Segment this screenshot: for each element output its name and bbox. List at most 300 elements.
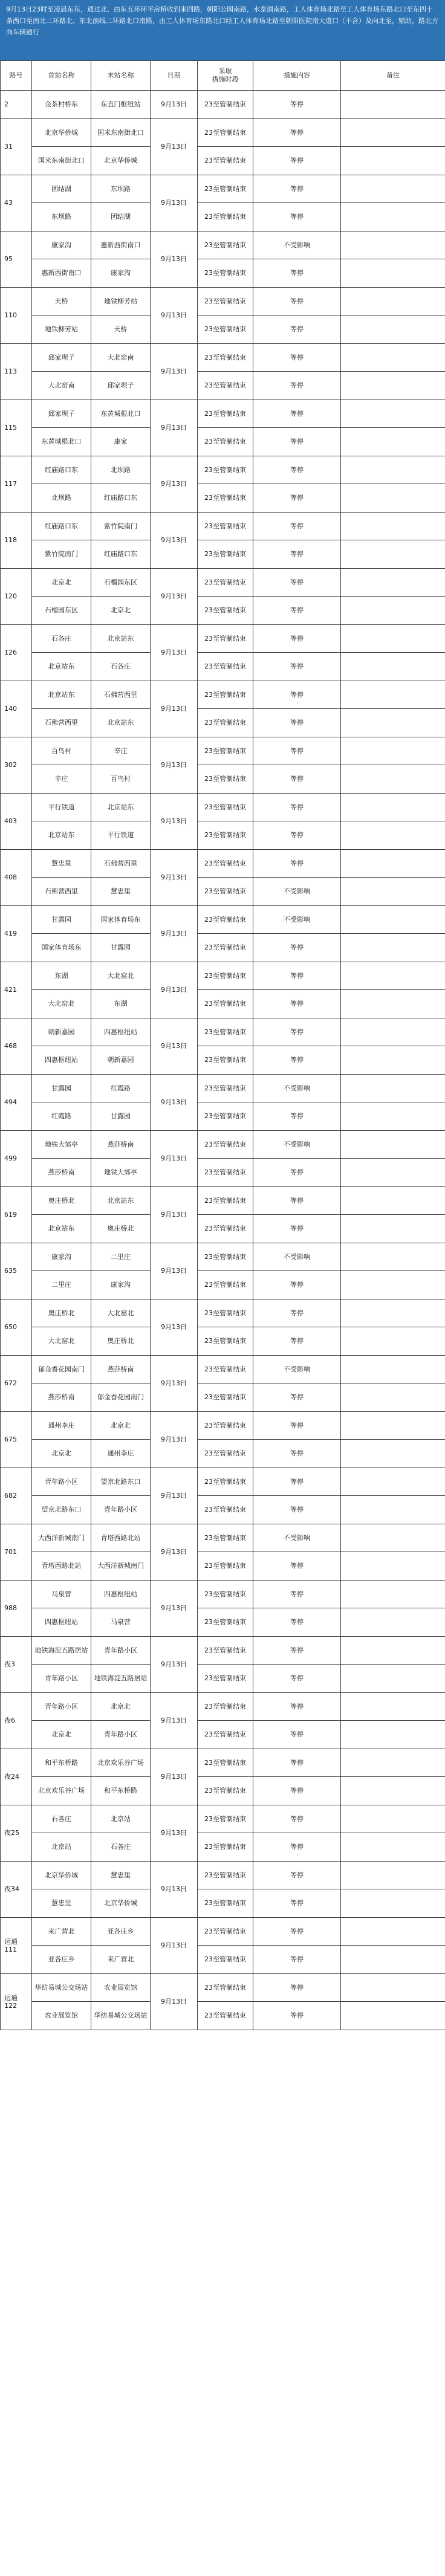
route-number-cell: 619 bbox=[1, 1186, 32, 1243]
table-row bbox=[1, 905, 445, 934]
period-cell: 23至管制结束 bbox=[198, 962, 253, 990]
route-number-cell: 302 bbox=[1, 737, 32, 793]
route-number-cell: 43 bbox=[1, 175, 32, 231]
first-stop-cell: 奥庄桥北 bbox=[32, 1299, 91, 1327]
first-stop-cell: 奥庄桥北 bbox=[32, 1186, 91, 1215]
route-number-cell: 635 bbox=[1, 1243, 32, 1299]
date-cell: 9月13日 bbox=[151, 1805, 198, 1861]
period-cell: 23至管制结束 bbox=[198, 203, 253, 231]
remark-cell bbox=[341, 456, 445, 484]
first-stop-cell: 红庙路口东 bbox=[32, 456, 91, 484]
measure-cell: 等停 bbox=[253, 1411, 341, 1440]
period-cell: 23至管制结束 bbox=[198, 737, 253, 765]
period-cell: 23至管制结束 bbox=[198, 1861, 253, 1889]
remark-cell bbox=[341, 1496, 445, 1524]
measure-cell: 等停 bbox=[253, 175, 341, 203]
route-number-cell: 120 bbox=[1, 568, 32, 624]
measure-cell: 不受影响 bbox=[253, 1355, 341, 1383]
measure-cell: 等停 bbox=[253, 1046, 341, 1075]
measure-cell: 等停 bbox=[253, 624, 341, 653]
first-stop-cell: 北京北 bbox=[32, 1721, 91, 1749]
last-stop-cell: 石各庄 bbox=[91, 1833, 151, 1862]
table-row bbox=[1, 793, 445, 821]
route-number-cell: 499 bbox=[1, 1130, 32, 1186]
period-cell: 23至管制结束 bbox=[198, 1946, 253, 1974]
header-route-no: 路号 bbox=[1, 61, 32, 91]
period-cell: 23至管制结束 bbox=[198, 343, 253, 372]
measure-cell: 等停 bbox=[253, 1608, 341, 1637]
table-row bbox=[1, 456, 445, 484]
first-stop-cell: 石佛营西里 bbox=[32, 709, 91, 737]
first-stop-cell: 石各庄 bbox=[32, 1805, 91, 1833]
header-last-stop: 末站名称 bbox=[91, 61, 151, 91]
route-number-cell: 682 bbox=[1, 1468, 32, 1524]
measure-cell: 不受影响 bbox=[253, 905, 341, 934]
last-stop-cell: 康家 bbox=[91, 428, 151, 456]
table-row bbox=[1, 821, 445, 850]
remark-cell bbox=[341, 118, 445, 147]
period-cell: 23至管制结束 bbox=[198, 681, 253, 709]
remark-cell bbox=[341, 1608, 445, 1637]
remark-cell bbox=[341, 428, 445, 456]
remark-cell bbox=[341, 175, 445, 203]
period-cell: 23至管制结束 bbox=[198, 1159, 253, 1187]
route-number-cell: 494 bbox=[1, 1074, 32, 1130]
first-stop-cell: 百鸟村 bbox=[32, 737, 91, 765]
last-stop-cell: 平行铁道 bbox=[91, 821, 151, 850]
first-stop-cell: 地铁海淀五路居站 bbox=[32, 1636, 91, 1665]
measure-cell: 不受影响 bbox=[253, 1130, 341, 1159]
first-stop-cell: 地铁大郊亭 bbox=[32, 1130, 91, 1159]
last-stop-cell: 辛庄 bbox=[91, 737, 151, 765]
remark-cell bbox=[341, 484, 445, 513]
first-stop-cell: 北京站东 bbox=[32, 821, 91, 850]
table-row bbox=[1, 568, 445, 597]
first-stop-cell: 北京华侨城 bbox=[32, 118, 91, 147]
measure-cell: 不受影响 bbox=[253, 1243, 341, 1271]
date-cell: 9月13日 bbox=[151, 1861, 198, 1917]
last-stop-cell: 马泉营 bbox=[91, 1608, 151, 1637]
last-stop-cell: 北京站东 bbox=[91, 1186, 151, 1215]
table-row bbox=[1, 1636, 445, 1665]
period-cell: 23至管制结束 bbox=[198, 765, 253, 794]
period-cell: 23至管制结束 bbox=[198, 512, 253, 540]
measure-cell: 等停 bbox=[253, 1271, 341, 1299]
remark-cell bbox=[341, 203, 445, 231]
last-stop-cell: 青年路小区 bbox=[91, 1496, 151, 1524]
first-stop-cell: 红霞路 bbox=[32, 1102, 91, 1131]
measure-cell: 等停 bbox=[253, 568, 341, 597]
table-row bbox=[1, 1496, 445, 1524]
period-cell: 23至管制结束 bbox=[198, 456, 253, 484]
table-row bbox=[1, 1973, 445, 2002]
period-cell: 23至管制结束 bbox=[198, 1215, 253, 1243]
remark-cell bbox=[341, 1833, 445, 1862]
measure-cell: 等停 bbox=[253, 1552, 341, 1581]
first-stop-cell: 团结湖 bbox=[32, 175, 91, 203]
period-cell: 23至管制结束 bbox=[198, 1636, 253, 1665]
last-stop-cell: 北京站东 bbox=[91, 709, 151, 737]
table-body bbox=[1, 91, 445, 2030]
date-cell: 9月13日 bbox=[151, 1580, 198, 1636]
measure-cell: 等停 bbox=[253, 512, 341, 540]
last-stop-cell: 大北窑南 bbox=[91, 343, 151, 372]
remark-cell bbox=[341, 1074, 445, 1102]
period-cell: 23至管制结束 bbox=[198, 540, 253, 569]
measure-cell: 等停 bbox=[253, 1721, 341, 1749]
last-stop-cell: 燕莎桥南 bbox=[91, 1130, 151, 1159]
date-cell: 9月13日 bbox=[151, 849, 198, 905]
remark-cell bbox=[341, 1468, 445, 1496]
header-row bbox=[1, 61, 445, 91]
table-row bbox=[1, 259, 445, 288]
last-stop-cell: 国家体育场东 bbox=[91, 905, 151, 934]
period-cell: 23至管制结束 bbox=[198, 1411, 253, 1440]
table-row bbox=[1, 1440, 445, 1468]
route-number-cell: 夜34 bbox=[1, 1861, 32, 1917]
first-stop-cell: 北京站东 bbox=[32, 681, 91, 709]
period-cell: 23至管制结束 bbox=[198, 1018, 253, 1046]
remark-cell bbox=[341, 231, 445, 259]
route-number-cell: 31 bbox=[1, 118, 32, 175]
table-row bbox=[1, 681, 445, 709]
first-stop-cell: 邱家坝子 bbox=[32, 400, 91, 428]
remark-cell bbox=[341, 1749, 445, 1777]
date-cell: 9月13日 bbox=[151, 737, 198, 793]
last-stop-cell: 大西洋新城南门 bbox=[91, 1552, 151, 1581]
remark-cell bbox=[341, 765, 445, 794]
date-cell: 9月13日 bbox=[151, 681, 198, 737]
route-number-cell: 650 bbox=[1, 1299, 32, 1355]
last-stop-cell: 红庙路口东 bbox=[91, 484, 151, 513]
table-row bbox=[1, 1468, 445, 1496]
first-stop-cell: 地铁柳芳站 bbox=[32, 316, 91, 344]
remark-cell bbox=[341, 1889, 445, 1918]
measure-cell: 等停 bbox=[253, 1580, 341, 1608]
first-stop-cell: 石榴园东区 bbox=[32, 597, 91, 625]
measure-cell: 不受影响 bbox=[253, 231, 341, 259]
first-stop-cell: 燕莎桥南 bbox=[32, 1383, 91, 1412]
first-stop-cell: 青塔西路北站 bbox=[32, 1552, 91, 1581]
remark-cell bbox=[341, 737, 445, 765]
table-row bbox=[1, 118, 445, 147]
remark-cell bbox=[341, 849, 445, 878]
table-row bbox=[1, 1580, 445, 1608]
last-stop-cell: 和平东桥路 bbox=[91, 1777, 151, 1805]
route-number-cell: 468 bbox=[1, 1018, 32, 1074]
date-cell: 9月13日 bbox=[151, 1692, 198, 1749]
period-cell: 23至管制结束 bbox=[198, 372, 253, 400]
period-cell: 23至管制结束 bbox=[198, 1833, 253, 1862]
period-cell: 23至管制结束 bbox=[198, 147, 253, 175]
table-row bbox=[1, 1327, 445, 1356]
last-stop-cell: 朝新嘉园 bbox=[91, 1046, 151, 1075]
route-number-cell: 403 bbox=[1, 793, 32, 849]
route-number-cell: 126 bbox=[1, 624, 32, 681]
date-cell: 9月13日 bbox=[151, 962, 198, 1018]
first-stop-cell: 国米东南街北口 bbox=[32, 147, 91, 175]
first-stop-cell: 通州李庄 bbox=[32, 1411, 91, 1440]
last-stop-cell: 东坝路 bbox=[91, 175, 151, 203]
table-row bbox=[1, 1749, 445, 1777]
last-stop-cell: 北京北 bbox=[91, 1411, 151, 1440]
table-row bbox=[1, 1861, 445, 1889]
header-measure: 措施内容 bbox=[253, 61, 341, 91]
table-row bbox=[1, 1018, 445, 1046]
period-cell: 23至管制结束 bbox=[198, 287, 253, 316]
table-row bbox=[1, 231, 445, 259]
remark-cell bbox=[341, 1046, 445, 1075]
header-date: 日期 bbox=[151, 61, 198, 91]
measure-cell: 等停 bbox=[253, 1440, 341, 1468]
period-cell: 23至管制结束 bbox=[198, 2002, 253, 2030]
date-cell: 9月13日 bbox=[151, 568, 198, 624]
period-cell: 23至管制结束 bbox=[198, 428, 253, 456]
first-stop-cell: 大北窑北 bbox=[32, 990, 91, 1018]
remark-cell bbox=[341, 1636, 445, 1665]
table-row bbox=[1, 1665, 445, 1693]
measure-cell: 等停 bbox=[253, 681, 341, 709]
route-number-cell: 672 bbox=[1, 1355, 32, 1411]
measure-cell: 等停 bbox=[253, 1833, 341, 1862]
remark-cell bbox=[341, 990, 445, 1018]
first-stop-cell: 甘露园 bbox=[32, 905, 91, 934]
first-stop-cell: 东坝路 bbox=[32, 203, 91, 231]
period-cell: 23至管制结束 bbox=[198, 1777, 253, 1805]
measure-cell: 等停 bbox=[253, 962, 341, 990]
remark-cell bbox=[341, 147, 445, 175]
table-row bbox=[1, 1411, 445, 1440]
date-cell: 9月13日 bbox=[151, 905, 198, 962]
last-stop-cell: 石榴园东区 bbox=[91, 568, 151, 597]
route-number-cell: 夜25 bbox=[1, 1805, 32, 1861]
table-row bbox=[1, 1271, 445, 1299]
first-stop-cell: 邱家坝子 bbox=[32, 343, 91, 372]
remark-cell bbox=[341, 1917, 445, 1946]
period-cell: 23至管制结束 bbox=[198, 118, 253, 147]
measure-cell: 等停 bbox=[253, 709, 341, 737]
measure-cell: 等停 bbox=[253, 287, 341, 316]
last-stop-cell: 青年路小区 bbox=[91, 1721, 151, 1749]
measure-cell: 等停 bbox=[253, 597, 341, 625]
last-stop-cell: 亚各庄乡 bbox=[91, 1917, 151, 1946]
table-row bbox=[1, 175, 445, 203]
header-first-stop: 首站名称 bbox=[32, 61, 91, 91]
period-cell: 23至管制结束 bbox=[198, 624, 253, 653]
last-stop-cell: 石佛营西里 bbox=[91, 681, 151, 709]
date-cell: 9月13日 bbox=[151, 1917, 198, 1973]
table-row bbox=[1, 1917, 445, 1946]
measure-cell: 等停 bbox=[253, 400, 341, 428]
remark-cell bbox=[341, 793, 445, 821]
first-stop-cell: 四惠枢纽站 bbox=[32, 1608, 91, 1637]
measure-cell: 等停 bbox=[253, 456, 341, 484]
table-row bbox=[1, 287, 445, 316]
remark-cell bbox=[341, 934, 445, 962]
first-stop-cell: 石佛营西里 bbox=[32, 878, 91, 906]
period-cell: 23至管制结束 bbox=[198, 1102, 253, 1131]
remark-cell bbox=[341, 1721, 445, 1749]
first-stop-cell: 马泉营 bbox=[32, 1580, 91, 1608]
table-row bbox=[1, 1946, 445, 1974]
remark-cell bbox=[341, 1299, 445, 1327]
date-cell: 9月13日 bbox=[151, 91, 198, 119]
first-stop-cell: 惠新西街南口 bbox=[32, 259, 91, 288]
period-cell: 23至管制结束 bbox=[198, 259, 253, 288]
measure-cell: 等停 bbox=[253, 1805, 341, 1833]
table-row bbox=[1, 1889, 445, 1918]
measure-cell: 等停 bbox=[253, 428, 341, 456]
table-header bbox=[1, 61, 445, 91]
table-row bbox=[1, 540, 445, 569]
date-cell: 9月13日 bbox=[151, 456, 198, 512]
first-stop-cell: 朝新嘉园 bbox=[32, 1018, 91, 1046]
period-cell: 23至管制结束 bbox=[198, 1299, 253, 1327]
remark-cell bbox=[341, 540, 445, 569]
table-row bbox=[1, 147, 445, 175]
table-row bbox=[1, 343, 445, 372]
table-row bbox=[1, 1805, 445, 1833]
measure-cell: 不受影响 bbox=[253, 1074, 341, 1102]
last-stop-cell: 四惠枢纽站 bbox=[91, 1018, 151, 1046]
last-stop-cell: 慧忠里 bbox=[91, 1861, 151, 1889]
last-stop-cell: 四惠枢纽站 bbox=[91, 1580, 151, 1608]
measure-cell: 等停 bbox=[253, 765, 341, 794]
first-stop-cell: 青年路小区 bbox=[32, 1692, 91, 1721]
measure-cell: 等停 bbox=[253, 737, 341, 765]
first-stop-cell: 辛庄 bbox=[32, 765, 91, 794]
table-row bbox=[1, 1074, 445, 1102]
remark-cell bbox=[341, 1524, 445, 1552]
last-stop-cell: 北京站东 bbox=[91, 793, 151, 821]
measure-cell: 等停 bbox=[253, 540, 341, 569]
measure-cell: 等停 bbox=[253, 1777, 341, 1805]
last-stop-cell: 甘露园 bbox=[91, 934, 151, 962]
last-stop-cell: 北京站东 bbox=[91, 624, 151, 653]
measure-cell: 等停 bbox=[253, 1383, 341, 1412]
measure-cell: 等停 bbox=[253, 1215, 341, 1243]
route-number-cell: 140 bbox=[1, 681, 32, 737]
table-row bbox=[1, 765, 445, 794]
first-stop-cell: 大北窑北 bbox=[32, 1327, 91, 1356]
table-row bbox=[1, 2002, 445, 2030]
period-cell: 23至管制结束 bbox=[198, 1468, 253, 1496]
period-cell: 23至管制结束 bbox=[198, 793, 253, 821]
remark-cell bbox=[341, 1215, 445, 1243]
table-row bbox=[1, 1524, 445, 1552]
remark-cell bbox=[341, 400, 445, 428]
route-number-cell: 夜3 bbox=[1, 1636, 32, 1692]
period-cell: 23至管制结束 bbox=[198, 1721, 253, 1749]
period-cell: 23至管制结束 bbox=[198, 1046, 253, 1075]
first-stop-cell: 大北窑南 bbox=[32, 372, 91, 400]
first-stop-cell: 四惠枢纽站 bbox=[32, 1046, 91, 1075]
date-cell: 9月13日 bbox=[151, 1973, 198, 2030]
remark-cell bbox=[341, 1805, 445, 1833]
period-cell: 23至管制结束 bbox=[198, 231, 253, 259]
table-row bbox=[1, 203, 445, 231]
route-number-cell: 408 bbox=[1, 849, 32, 905]
date-cell: 9月13日 bbox=[151, 793, 198, 849]
period-cell: 23至管制结束 bbox=[198, 1355, 253, 1383]
period-cell: 23至管制结束 bbox=[198, 934, 253, 962]
date-cell: 9月13日 bbox=[151, 175, 198, 231]
table-row bbox=[1, 1215, 445, 1243]
remark-cell bbox=[341, 962, 445, 990]
last-stop-cell: 北坝路 bbox=[91, 456, 151, 484]
date-cell: 9月13日 bbox=[151, 624, 198, 681]
route-number-cell: 运通111 bbox=[1, 1917, 32, 1973]
period-cell: 23至管制结束 bbox=[198, 1608, 253, 1637]
route-number-cell: 675 bbox=[1, 1411, 32, 1468]
remark-cell bbox=[341, 1327, 445, 1356]
first-stop-cell: 亚各庄乡 bbox=[32, 1946, 91, 1974]
last-stop-cell: 华纺易城公交场站 bbox=[91, 2002, 151, 2030]
route-number-cell: 115 bbox=[1, 400, 32, 456]
first-stop-cell: 国家体育场东 bbox=[32, 934, 91, 962]
last-stop-cell: 奥庄桥北 bbox=[91, 1327, 151, 1356]
table-row bbox=[1, 962, 445, 990]
remark-cell bbox=[341, 709, 445, 737]
measure-cell: 等停 bbox=[253, 1917, 341, 1946]
measure-cell: 等停 bbox=[253, 849, 341, 878]
last-stop-cell: 天桥 bbox=[91, 316, 151, 344]
first-stop-cell: 紫竹院南门 bbox=[32, 540, 91, 569]
measure-cell: 等停 bbox=[253, 147, 341, 175]
remark-cell bbox=[341, 1102, 445, 1131]
measure-cell: 等停 bbox=[253, 793, 341, 821]
last-stop-cell: 红庙路口东 bbox=[91, 540, 151, 569]
date-cell: 9月13日 bbox=[151, 1524, 198, 1580]
measure-cell: 等停 bbox=[253, 1889, 341, 1918]
remark-cell bbox=[341, 878, 445, 906]
period-cell: 23至管制结束 bbox=[198, 1692, 253, 1721]
table-row bbox=[1, 849, 445, 878]
date-cell: 9月13日 bbox=[151, 1411, 198, 1468]
period-cell: 23至管制结束 bbox=[198, 990, 253, 1018]
period-cell: 23至管制结束 bbox=[198, 1243, 253, 1271]
last-stop-cell: 北京北 bbox=[91, 1692, 151, 1721]
last-stop-cell: 东直门枢纽站 bbox=[91, 91, 151, 119]
table-row bbox=[1, 1130, 445, 1159]
table-row bbox=[1, 1243, 445, 1271]
last-stop-cell: 石佛营西里 bbox=[91, 849, 151, 878]
period-cell: 23至管制结束 bbox=[198, 709, 253, 737]
remark-cell bbox=[341, 91, 445, 119]
route-number-cell: 95 bbox=[1, 231, 32, 287]
table-row bbox=[1, 400, 445, 428]
route-number-cell: 夜6 bbox=[1, 1692, 32, 1749]
date-cell: 9月13日 bbox=[151, 1130, 198, 1186]
table-row bbox=[1, 990, 445, 1018]
date-cell: 9月13日 bbox=[151, 400, 198, 456]
table-row bbox=[1, 934, 445, 962]
table-row bbox=[1, 1383, 445, 1412]
measure-cell: 等停 bbox=[253, 203, 341, 231]
date-cell: 9月13日 bbox=[151, 118, 198, 175]
date-cell: 9月13日 bbox=[151, 1468, 198, 1524]
header-remark: 备注 bbox=[341, 61, 445, 91]
last-stop-cell: 团结湖 bbox=[91, 203, 151, 231]
measure-cell: 等停 bbox=[253, 343, 341, 372]
period-cell: 23至管制结束 bbox=[198, 91, 253, 119]
measure-cell: 等停 bbox=[253, 1299, 341, 1327]
last-stop-cell: 邱家坝子 bbox=[91, 372, 151, 400]
period-cell: 23至管制结束 bbox=[198, 821, 253, 850]
measure-cell: 等停 bbox=[253, 2002, 341, 2030]
route-number-cell: 117 bbox=[1, 456, 32, 512]
date-cell: 9月13日 bbox=[151, 1018, 198, 1074]
